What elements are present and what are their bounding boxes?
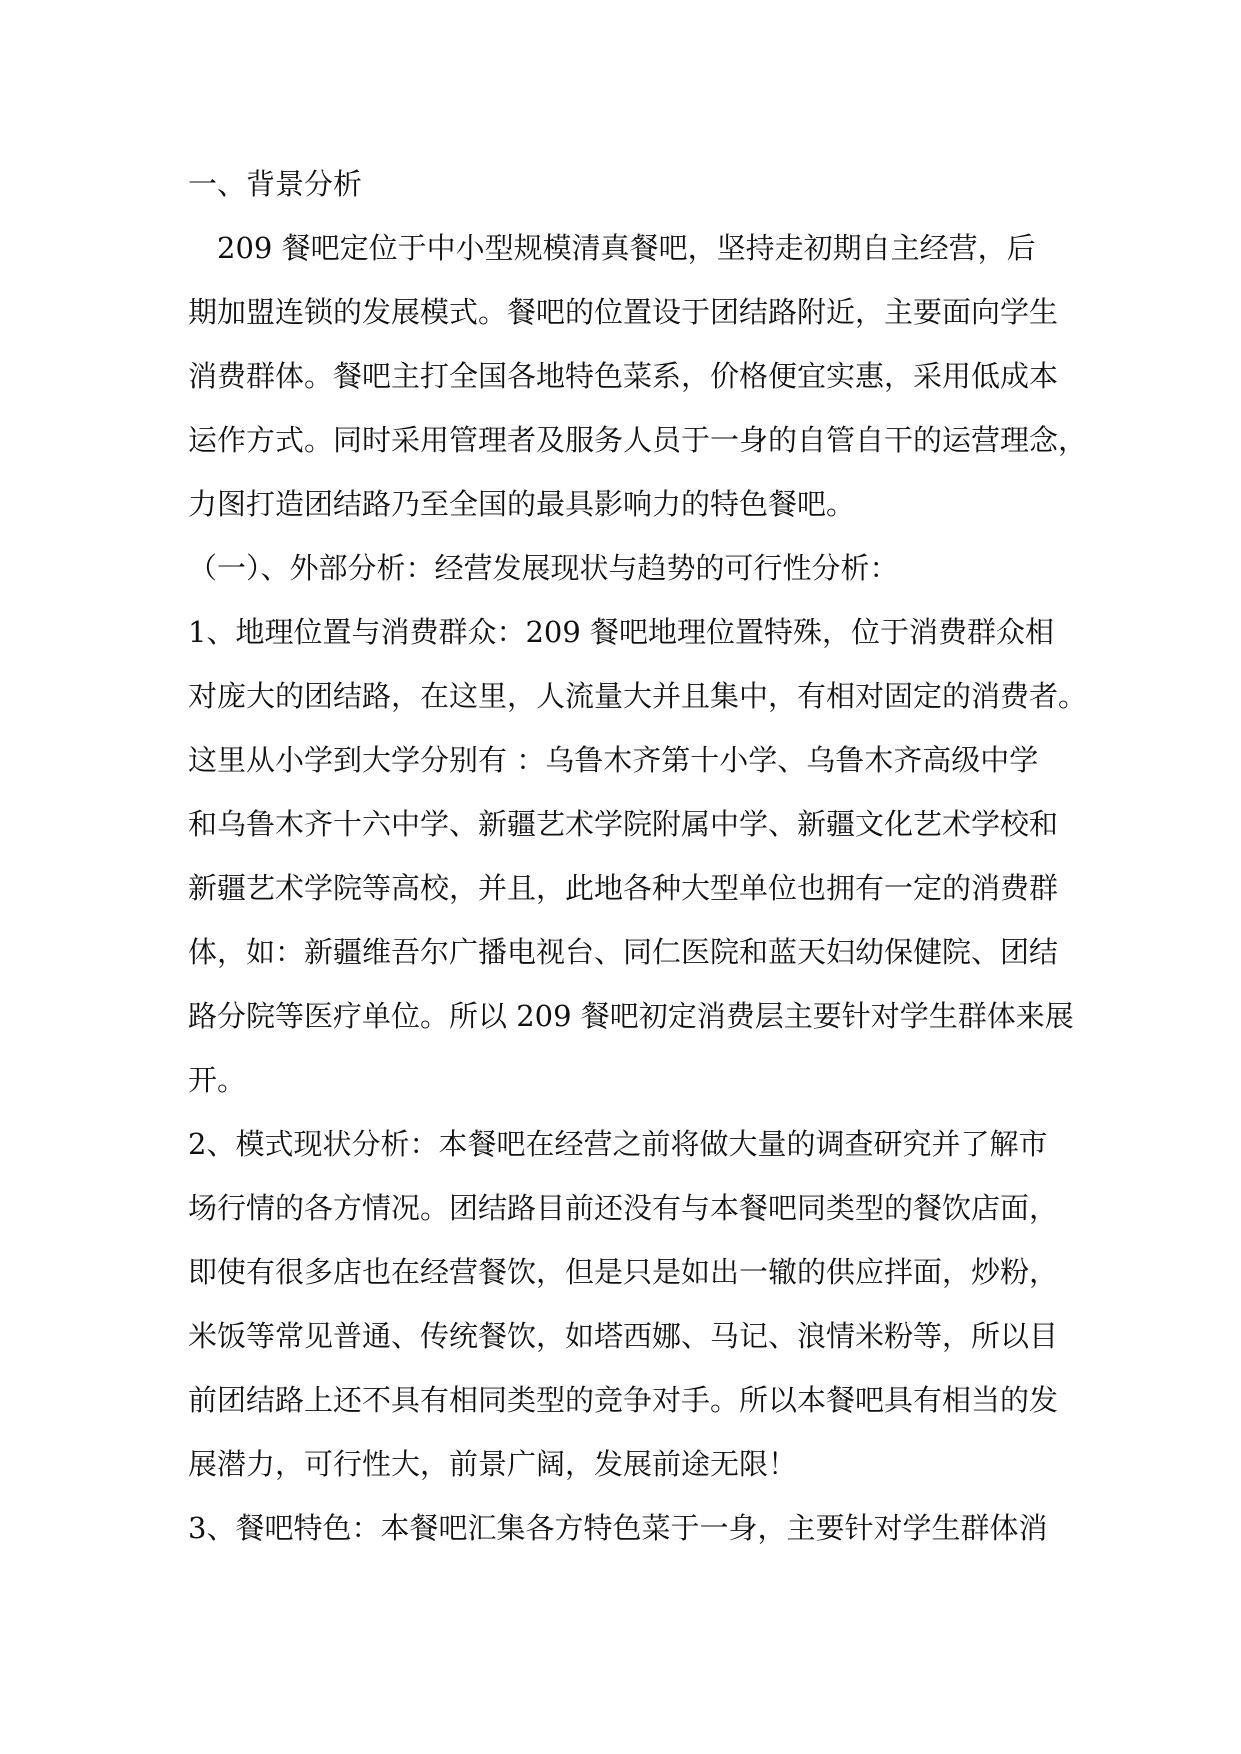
paragraph-line: 2、模式现状分析：本餐吧在经营之前将做大量的调查研究并了解市 [188,1127,1048,1161]
paragraph-line: 对庞大的团结路，在这里，人流量大并且集中，有相对固定的消费者。 [188,679,1088,713]
paragraph-line: 209 餐吧定位于中小型规模清真餐吧，坚持走初期自主经营，后 [188,231,1036,265]
paragraph-line: 开。 [188,1063,247,1097]
paragraph-line: 场行情的各方情况。团结路目前还没有与本餐吧同类型的餐饮店面， [188,1191,1059,1225]
paragraph-line: 体，如：新疆维吾尔广播电视台、同仁医院和蓝天妇幼保健院、团结 [188,935,1059,969]
paragraph-line: 1、地理位置与消费群众：209 餐吧地理位置特殊，位于消费群众相 [188,615,1055,649]
paragraph-line: 米饭等常见普通、传统餐饮，如塔西娜、马记、浪情米粉等，所以目 [188,1319,1059,1353]
paragraph-line: 前团结路上还不具有相同类型的竞争对手。所以本餐吧具有相当的发 [188,1383,1059,1417]
paragraph-line: 路分院等医疗单位。所以 209 餐吧初定消费层主要针对学生群体来展 [188,999,1074,1033]
paragraph-line: 期加盟连锁的发展模式。餐吧的位置设于团结路附近，主要面向学生 [188,295,1059,329]
paragraph-line: 新疆艺术学院等高校，并且，此地各种大型单位也拥有一定的消费群 [188,871,1059,905]
paragraph-line: 力图打造团结路乃至全国的最具影响力的特色餐吧。 [188,487,856,521]
paragraph-line: 展潜力，可行性大，前景广阔，发展前途无限！ [188,1447,798,1481]
paragraph-line: 这里从小学到大学分别有 ：乌鲁木齐第十小学、乌鲁木齐高级中学 [188,743,1039,777]
paragraph-line: 消费群体。餐吧主打全国各地特色菜系，价格便宜实惠，采用低成本 [188,359,1059,393]
section-heading: 一、背景分析 [188,167,363,201]
subsection-heading: （一）、外部分析：经营发展现状与趋势的可行性分析： [188,551,899,585]
paragraph-line: 和乌鲁木齐十六中学、新疆艺术学院附属中学、新疆文化艺术学校和 [188,807,1059,841]
paragraph-line: 3、餐吧特色：本餐吧汇集各方特色菜于一身，主要针对学生群体消 [188,1511,1048,1545]
paragraph-line: 即使有很多店也在经营餐饮，但是只是如出一辙的供应拌面，炒粉， [188,1255,1059,1289]
paragraph-line: 运作方式。同时采用管理者及服务人员于一身的自管自干的运营理念， [188,423,1088,457]
